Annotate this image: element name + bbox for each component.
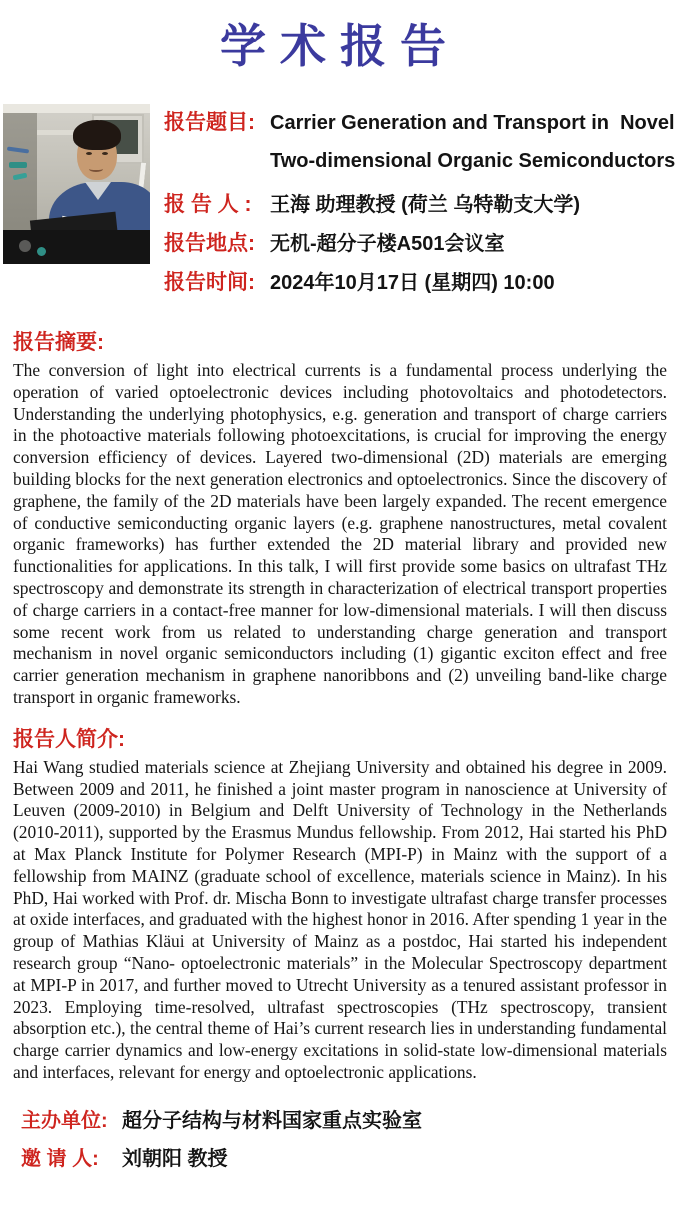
photo-knob-detail bbox=[37, 247, 46, 256]
speaker-value: 王海 助理教授 (荷兰 乌特勒支大学) bbox=[270, 194, 580, 216]
abstract-section bbox=[13, 326, 667, 709]
speaker-photo bbox=[3, 104, 150, 264]
seminar-info bbox=[150, 104, 680, 308]
talk-title bbox=[266, 104, 675, 180]
bio-heading: 报告人简介: bbox=[13, 727, 125, 751]
location-label: 报告地点: bbox=[164, 232, 255, 255]
footer-section bbox=[21, 1104, 667, 1171]
info-row-title bbox=[164, 104, 680, 180]
talk-title-line2: Two-dimensional Organic Semiconductors bbox=[270, 150, 676, 172]
seminar-poster bbox=[0, 10, 680, 1220]
header-section bbox=[0, 104, 680, 308]
photo-shelf-detail bbox=[3, 104, 150, 113]
photo-cable-detail bbox=[9, 162, 27, 168]
photo-person-eye bbox=[86, 152, 92, 155]
inviter-label: 邀 请 人: bbox=[21, 1147, 99, 1170]
photo-person-eye bbox=[102, 152, 108, 155]
footer-row-organizer bbox=[21, 1104, 667, 1133]
inviter-value: 刘朝阳 教授 bbox=[122, 1147, 228, 1170]
organizer-value: 超分子结构与材料国家重点实验室 bbox=[122, 1109, 422, 1132]
info-row-speaker bbox=[164, 190, 680, 220]
abstract-heading: 报告摘要: bbox=[13, 331, 104, 354]
photo-knob-detail bbox=[19, 240, 31, 252]
info-row-time bbox=[164, 268, 680, 298]
page-title: 学术报告 bbox=[220, 19, 460, 73]
time-value: 2024年10月17日 (星期四) 10:00 bbox=[270, 272, 555, 294]
bio-section bbox=[13, 723, 667, 1084]
abstract-text: The conversion of light into electrical currents is a fundamental process underlying the operation of varied optoelectronic devices including photovoltaics and photodetectors. Understanding the underlying photophysics, e.g. generation and transport of charge carriers in the photoactive materials following photoexcitations, is crucial for improving the energy conversion efficiency of devices. Layered two-dimensional (2D) materials are emerging building blocks for the next generation electronics and optoelectronics. Since the discovery of graphene, the family of the 2D materials have been largely expanded. The recent emergence of conductive semiconducting organic layers (e.g. graphene nanostructures, metal covalent organic frameworks) has further extended the 2D material library and provided new functionalities for applications. In this talk, I will first provide some basics on ultrafast THz spectroscopy and demonstrate its strength in characterization of electrical transport properties of charge carriers in a contact-free manner for low-dimensional materials. I will then discuss some recent work from us related to understanding charge generation and transport mechanism in novel organic semiconductors including (1) gigantic exciton effect and free carrier generation mechanism in graphene nanoribbons and (2) unveiling band-like charge transport in organic frameworks. bbox=[13, 360, 667, 707]
time-label: 报告时间: bbox=[164, 271, 255, 294]
footer-row-inviter bbox=[21, 1142, 667, 1171]
bio-text: Hai Wang studied materials science at Zhejiang University and obtained his degree in 2009. Between 2009 and 2011, he finished a joint master program in nanoscience at University of Leuven (2009-2010) in Belgium and Delft University of Technology in the Netherlands (2010-2011), supported by the Erasmus Mundus fellowship. From 2012, Hai started his PhD at Max Planck Institute for Polymer Research (MPI-P) in Mainz with the support of a fellowship from MAINZ (graduate school of excellence, materials science in Mainz). In his PhD, Hai worked with Prof. dr. Mischa Bonn to investigate ultrafast charge transfer processes at oxide interfaces, and graduated with the highest honor in 2016. After spending 1 year in the group of Mathias Kläui at University of Mainz as a postdoc, Hai started his independent research group “Nano- optoelectronic materials” in the Molecular Spectroscopy department at MPI-P in 2017, and further moved to Utrecht University as a tenured assistant professor in 2023. Employing time-resolved, ultrafast spectroscopies (THz spectroscopy, transient absorption etc.), the central theme of Hai’s current research lies in understanding fundamental charge carrier dynamics and low-energy excitations in solid-state low-dimensional materials and interfaces, relevant for energy and optoelectronic applications. bbox=[13, 756, 667, 1082]
organizer-label: 主办单位: bbox=[21, 1109, 108, 1132]
talk-title-line1: Carrier Generation and Transport in Novel bbox=[270, 112, 675, 134]
photo-person-smile bbox=[89, 166, 103, 172]
title-label: 报告题目: bbox=[164, 111, 255, 134]
location-value: 无机-超分子楼A501会议室 bbox=[270, 233, 505, 255]
speaker-label: 报 告 人 : bbox=[164, 193, 252, 216]
info-row-location bbox=[164, 229, 680, 259]
photo-person-hair bbox=[73, 120, 121, 150]
